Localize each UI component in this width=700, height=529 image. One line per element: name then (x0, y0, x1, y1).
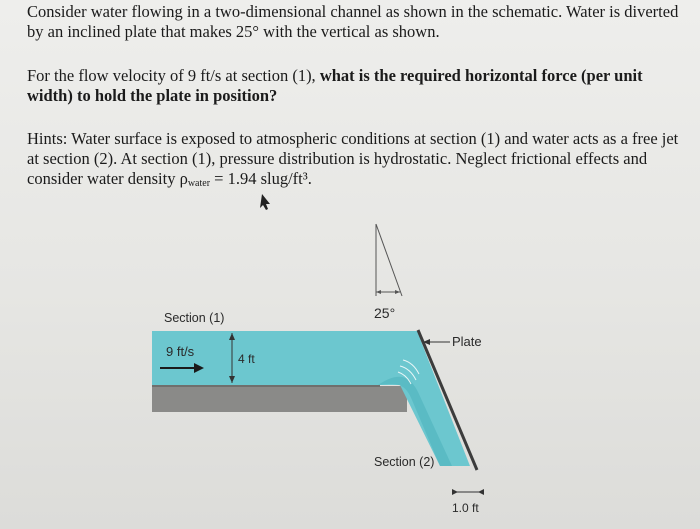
problem-paragraph-1: Consider water flowing in a two-dimensional channel as shown in the schematic. Water is diverted by an inclined plate that makes 25° with the vertical as shown. (27, 2, 679, 41)
angle-label: 25° (374, 305, 396, 321)
hints-text: Hints: Water surface is exposed to atmospheric conditions at section (1) and water acts as a free jet at section (2). At section (1), pressure distribution is hydrostatic. Neglect frictional effects and consider water density (27, 129, 679, 188)
jet-width-label: 1.0 ft (452, 501, 479, 515)
plate-extension-line (376, 224, 402, 296)
depth-label: 4 ft (238, 352, 255, 366)
mouse-cursor-icon (260, 194, 270, 210)
velocity-label: 9 ft/s (166, 344, 195, 359)
jet-width-arrow-right-icon (478, 489, 484, 495)
rho-subscript: water (187, 178, 211, 189)
angle-arrow-right-icon (395, 290, 400, 294)
channel-floor (152, 386, 407, 412)
question-bold: what is the required horizontal force (per unit width) to hold the plate in position? (27, 66, 643, 105)
jet-width-arrow-left-icon (452, 489, 458, 495)
rho-symbol: ρ (179, 169, 188, 188)
section-2-label: Section (2) (374, 455, 435, 469)
question-lead: For the flow velocity of 9 ft/s at section (1), (27, 66, 320, 85)
section-1-label: Section (1) (164, 311, 225, 325)
angle-arrow-left-icon (376, 290, 381, 294)
density-value: = 1.94 slug/ft³. (210, 169, 312, 188)
plate-label: Plate (452, 334, 482, 349)
